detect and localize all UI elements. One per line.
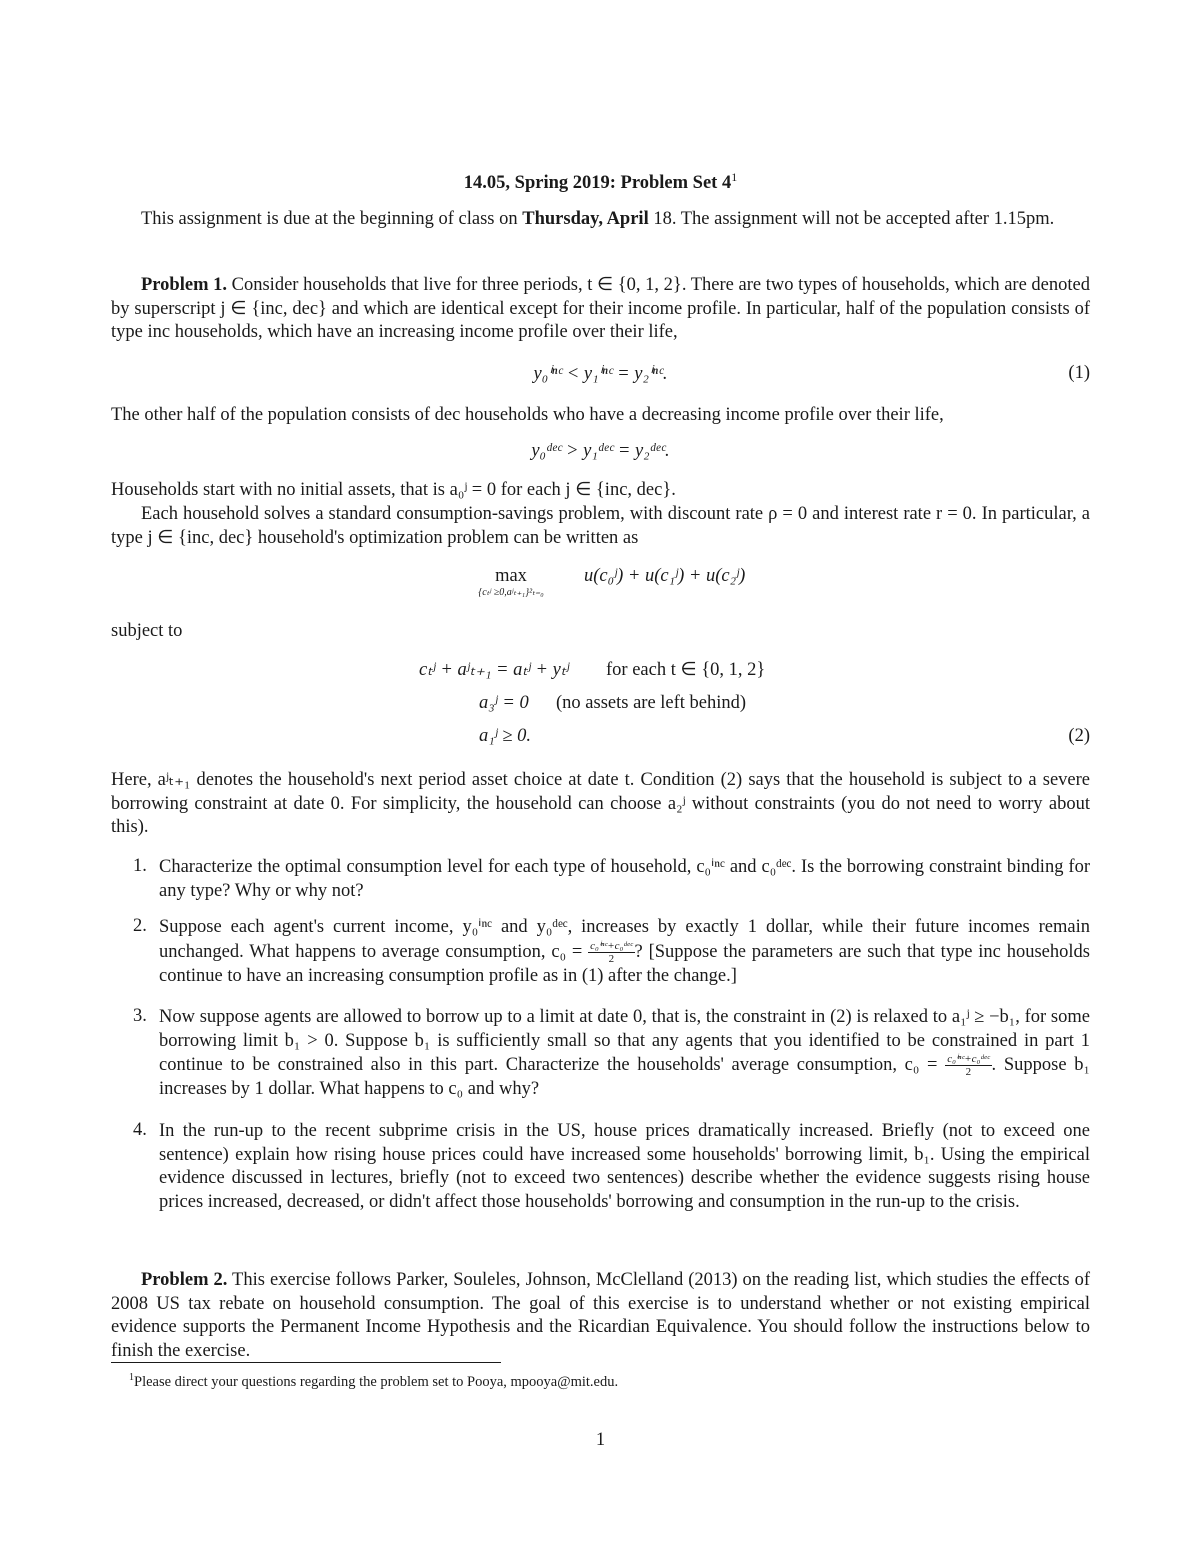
equation-1-body: y₀ⁱⁿᶜ < y₁ⁱⁿᶜ = y₂ⁱⁿᶜ. (533, 364, 668, 384)
list-item-3-text-b: . Suppose b₁ increases by 1 dollar. What happens to c₀ and why? (159, 1054, 1090, 1099)
subject-to (111, 620, 1090, 644)
page-number: 1 (595, 1430, 606, 1450)
equation-2-number: (2) (1068, 726, 1090, 746)
problem2-paragraph (111, 1269, 1090, 1363)
problem1-text4-span: Each household solves a standard consumption-savings problem, with discount rate ρ = 0 and interest rate r = 0. In particular, a type j ∈ {inc, dec} household's optimization problem can be written as (111, 504, 1090, 548)
equation-1-number: (1) (1068, 363, 1090, 383)
list-item-3-number: 3. (133, 1006, 147, 1026)
list-item-1-number: 1. (133, 856, 147, 876)
objective-function: u(c₀ʲ) + u(c₁ʲ) + u(c₂ʲ) (584, 566, 746, 586)
fraction-numerator: c₀ⁱⁿᶜ+c₀ᵈᵉᶜ (590, 939, 633, 952)
intro-post: 18. The assignment will not be accepted after 1.15pm. (648, 209, 1055, 229)
problem1-text5-span: Here, aʲₜ₊₁ denotes the household's next period asset choice at date t. Condition (2) says that the household is subject to a severe borrowing constraint at date 0. For simplicity, the household can choose a₂ʲ without constraints (you do not need to worry about this). (111, 770, 1090, 837)
fraction-denominator: 2 (608, 952, 615, 965)
problem1-text3 (111, 479, 1090, 503)
average-consumption-fraction (945, 1053, 991, 1078)
list-item-1-text: Characterize the optimal consumption level for each type of household, c₀ⁱⁿᶜ and c₀ᵈᵉᶜ. Is the borrowing constraint binding for any type? Why or why not? (159, 857, 1090, 901)
problem2-text: This exercise follows Parker, Souleles, Johnson, McClelland (2013) on the reading list, which studies the effects of 2008 US tax rebate on household consumption. The goal of this exercise is to understand whether or not existing empirical evidence supports the Permanent Income Hypothesis and the Ricardian Equivalence. You should follow the instructions below to finish the exercise. (111, 1270, 1090, 1361)
list-item-4-text: In the run-up to the recent subprime crisis in the US, house prices dramatically increased. Briefly (not to exceed one sentence) explain how rising house prices could have increased some households' borrowing limit, b₁. Using the empirical evidence discussed in lectures, briefly (not to exceed two sentences) describe whether the evidence suggests rising house prices increased, decreased, or didn't affect those households' borrowing and consumption in the run-up to the crisis. (159, 1121, 1090, 1212)
constraint-1-rhs: for each t ∈ {0, 1, 2} (606, 660, 766, 680)
list-item-2-number: 2. (133, 916, 147, 936)
fraction-numerator: c₀ⁱⁿᶜ+c₀ᵈᵉᶜ (947, 1053, 990, 1065)
title-footnote-mark: 1 (731, 170, 738, 184)
fraction-denominator: 2 (965, 1066, 972, 1078)
footnote-text: Please direct your questions regarding the problem set to Pooya, mpooya@mit.edu. (134, 1373, 619, 1390)
problem1-text1: Consider households that live for three periods, t ∈ {0, 1, 2}. There are two types of households, which are denoted by superscript j ∈ {inc, dec} and which are identical except for their income profile. In particular, half of the population consists of type inc households, which have an increasing income profile over their life, (111, 275, 1090, 342)
constraint-2-rhs: (no assets are left behind) (556, 693, 747, 713)
list-item-2-text (159, 916, 1090, 988)
problem1-text5 (111, 769, 1090, 840)
problem1-text2-span: The other half of the population consists of dec households who have a decreasing income profile over their life, (111, 405, 944, 425)
problem2-label: Problem 2. (141, 1270, 228, 1290)
title-text: 14.05, Spring 2019: Problem Set 4 (463, 173, 732, 194)
intro-paragraph (111, 208, 1090, 232)
max-operator (451, 566, 571, 598)
footnote-rule (111, 1362, 501, 1363)
list-item-2-text-a: Suppose each agent's current income, y₀ⁱⁿᶜ and y₀ᵈᵉᶜ, increases by exactly 1 dollar, while their future incomes remain unchanged. What happens to average consumption, c₀ = (159, 917, 1090, 962)
list-item-4-number: 4. (133, 1120, 147, 1140)
footnote-mark: 1 (129, 1372, 134, 1383)
constraint-1-lhs: cₜʲ + aʲₜ₊₁ = aₜʲ + yₜʲ (419, 660, 570, 680)
problem1-label: Problem 1. (141, 275, 227, 295)
list-item-3-text (159, 1006, 1090, 1102)
constraint-3-lhs: a₁ʲ ≥ 0. (479, 726, 532, 746)
constraint-2-lhs: a₃ʲ = 0 (479, 693, 529, 713)
intro-pre: This assignment is due at the beginning of class on (141, 209, 523, 229)
list-item-3-text-a: Now suppose agents are allowed to borrow up to a limit at date 0, that is, the constraint in (2) is relaxed to a₁ʲ ≥ −b₁, for some borrowing limit b₁ > 0. Suppose b₁ is sufficiently small so that any agents that you identified to be constrained in part 1 continue to be constrained also in this part. Characterize the households' average consumption, c₀ = (159, 1007, 1090, 1075)
list-item-2-text-b: ? [Suppose the parameters are such that type inc households continue to have an increasing consumption profile as in (1) after the change.] (159, 941, 1090, 986)
max-label: max (495, 566, 527, 586)
document-title (111, 170, 1090, 194)
subject-to-text: subject to (111, 621, 183, 641)
problem1-paragraph (111, 274, 1090, 345)
problem1-text2 (111, 404, 1090, 428)
problem1-text4 (111, 503, 1090, 550)
average-consumption-fraction (588, 940, 634, 965)
equation-2 (111, 441, 1090, 462)
equation-1 (111, 363, 1090, 385)
equation-2-body: y₀ᵈᵉᶜ > y₁ᵈᵉᶜ = y₂ᵈᵉᶜ. (531, 441, 670, 461)
problem1-text3-span: Households start with no initial assets, that is a₀ʲ = 0 for each j ∈ {inc, dec}. (111, 480, 676, 500)
footnote (129, 1372, 618, 1391)
intro-bold: Thursday, April (522, 209, 649, 229)
max-subscript: {cₜʲ ≥0,aʲₜ₊₁}²ₜ₌₀ (478, 587, 544, 598)
